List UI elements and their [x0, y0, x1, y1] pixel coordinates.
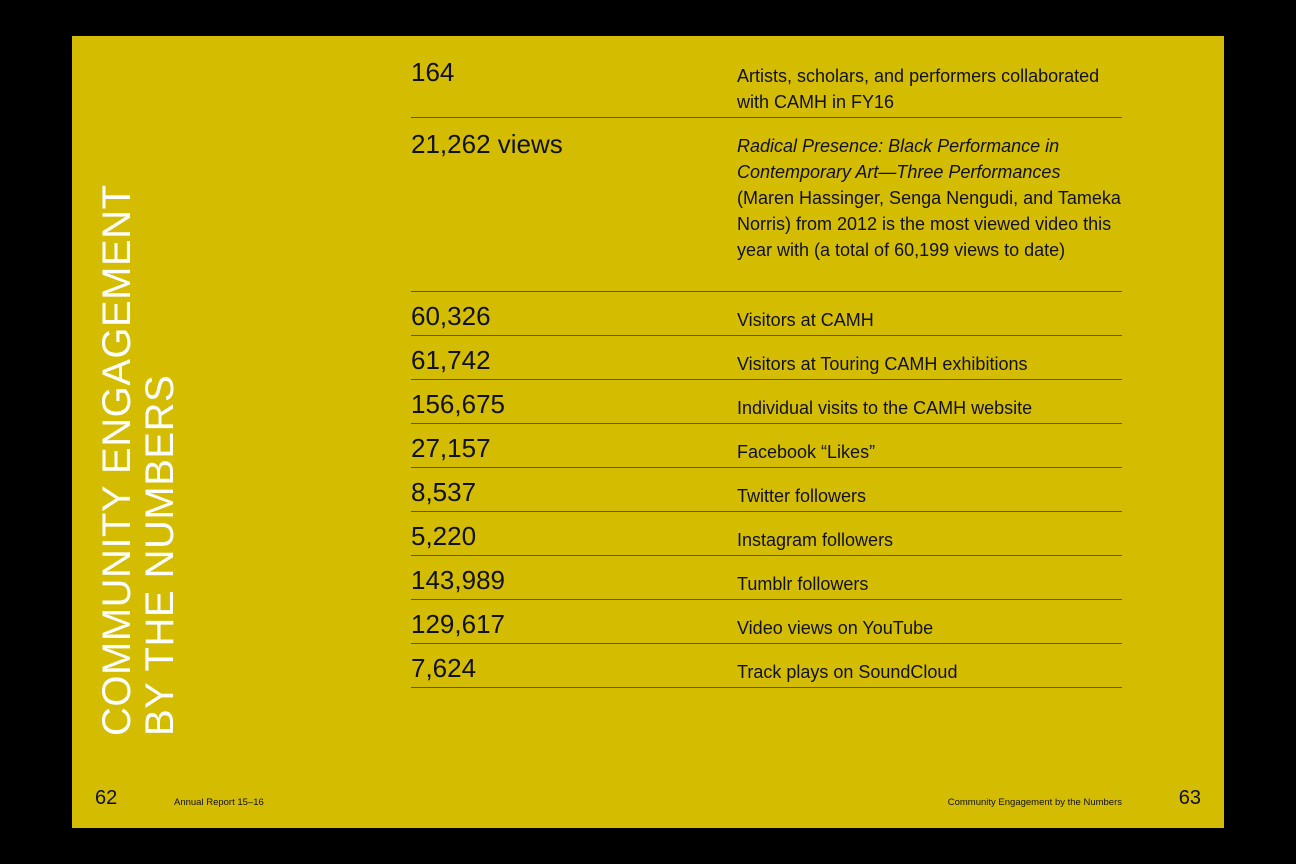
video-title: Radical Presence: Black Performance in Contemporary Art—Three Performances	[737, 136, 1061, 182]
left-page-number: 62	[95, 787, 118, 809]
stat-row	[411, 424, 1122, 468]
stat-row	[411, 468, 1122, 512]
stat-description: Tumblr followers	[737, 574, 869, 594]
stat-description: Instagram followers	[737, 530, 894, 550]
right-running-footer: Community Engagement by the Numbers	[947, 797, 1122, 808]
stat-description: Video views on YouTube	[737, 618, 934, 638]
video-details: (Maren Hassinger, Senga Nengudi, and Tameka Norris) from 2012 is the most viewed video this year with (a total of 60,199 views to date)	[737, 188, 1121, 260]
stat-description: Individual visits to the CAMH website	[737, 398, 1033, 418]
stat-description: Twitter followers	[737, 486, 867, 506]
stat-description: Visitors at Touring CAMH exhibitions	[737, 354, 1028, 374]
section-title-line-2: BY THE NUMBERS	[138, 374, 182, 736]
section-title-line-1: COMMUNITY ENGAGEMENT	[95, 184, 139, 736]
stat-number: 5,220	[411, 521, 477, 551]
stat-description: Facebook “Likes”	[737, 442, 876, 462]
stat-description: Artists, scholars, and performers collaborated with CAMH in FY16	[737, 66, 1100, 112]
stat-number: 8,537	[411, 477, 477, 507]
stat-number: 21,262 views	[411, 129, 563, 159]
stat-row	[411, 292, 1122, 336]
left-running-footer: Annual Report 15–16	[174, 797, 264, 808]
stat-row	[411, 118, 1122, 292]
stat-number: 164	[411, 57, 455, 87]
stat-description: Track plays on SoundCloud	[737, 662, 958, 682]
stat-number: 129,617	[411, 609, 505, 639]
stat-row	[411, 380, 1122, 424]
stat-row	[411, 512, 1122, 556]
stat-description: Visitors at CAMH	[737, 310, 874, 330]
stat-number: 61,742	[411, 345, 491, 375]
stat-number: 143,989	[411, 565, 505, 595]
section-title	[96, 184, 182, 736]
stat-row	[411, 600, 1122, 644]
right-page-number: 63	[1178, 787, 1201, 809]
stats-list	[411, 56, 1122, 688]
stat-number: 60,326	[411, 301, 491, 331]
stat-number: 156,675	[411, 389, 505, 419]
stat-row	[411, 644, 1122, 688]
stat-row	[411, 336, 1122, 380]
stat-row	[411, 556, 1122, 600]
stat-row	[411, 56, 1122, 118]
stat-number: 7,624	[411, 653, 477, 683]
stat-description	[737, 133, 1122, 263]
stat-number: 27,157	[411, 433, 491, 463]
